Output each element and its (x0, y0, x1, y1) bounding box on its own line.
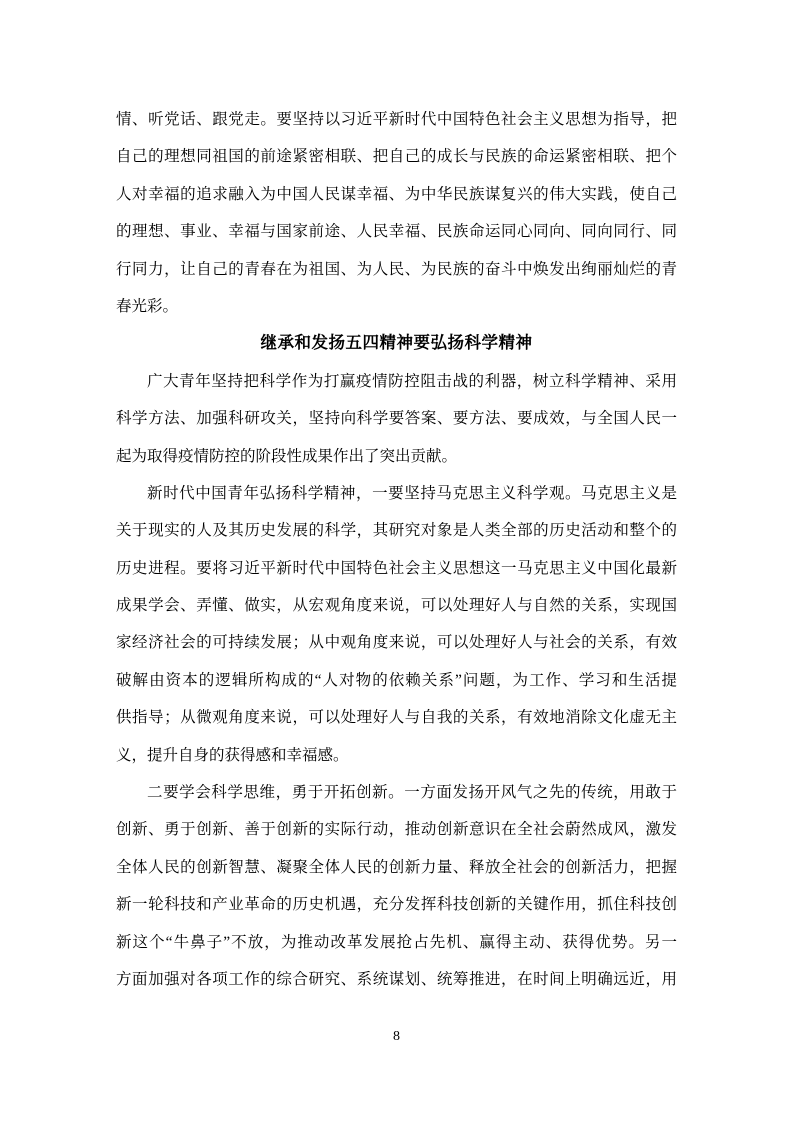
text-line: 自己的理想同祖国的前途紧密相联、把自己的成长与民族的命运紧密相联、把个 (116, 148, 677, 166)
text-line: 方面加强对各项工作的综合研究、系统谋划、统筹推进，在时间上明确远近，用 (116, 970, 677, 988)
text-line: 情、听党话、跟党走。要坚持以习近平新时代中国特色社会主义思想为指导，把 (116, 111, 677, 128)
paragraph (116, 774, 677, 998)
text-line: 广大青年坚持把科学作为打赢疫情防控阻击战的利器，树立科学精神、采用 (147, 372, 677, 390)
paragraph (116, 101, 677, 325)
text-line: 起为取得疫情防控的阶段性成果作出了突出贡献。 (116, 447, 458, 465)
text-line: 新一轮科技和产业革命的历史机遇，充分发挥科技创新的关键作用，抓住科技创 (116, 896, 677, 914)
text-line: 的理想、事业、幸福与国家前途、人民幸福、民族命运同心同向、同向同行、同 (116, 223, 677, 241)
text-line: 创新、勇于创新、善于创新的实际行动，推动创新意识在全社会蔚然成风，激发 (116, 821, 677, 839)
text-line: 春光彩。 (116, 297, 179, 315)
text-line: 二要学会科学思维，勇于开拓创新。一方面发扬开风气之先的传统，用敢于 (147, 784, 677, 802)
page-number: 8 (393, 1029, 400, 1044)
text-line: 历史进程。要将习近平新时代中国特色社会主义思想这一马克思主义中国化最新 (116, 559, 677, 577)
text-line: 新时代中国青年弘扬科学精神，一要坚持马克思主义科学观。马克思主义是 (147, 484, 677, 502)
text-line: 家经济社会的可持续发展；从中观角度来说，可以处理好人与社会的关系，有效 (116, 634, 677, 652)
text-line: 科学方法、加强科研攻关，坚持向科学要答案、要方法、要成效，与全国人民一 (116, 410, 677, 428)
text-line: 全体人民的创新智慧、凝聚全体人民的创新力量、释放全社会的创新活力，把握 (116, 858, 677, 876)
text-line: 关于现实的人及其历史发展的科学，其研究对象是人类全部的历史活动和整个的 (116, 522, 677, 540)
text-line: 供指导；从微观角度来说，可以处理好人与自我的关系，有效地消除文化虚无主 (116, 709, 677, 727)
text-line: 成果学会、弄懂、做实，从宏观角度来说，可以处理好人与自然的关系，实现国 (116, 597, 677, 615)
text-line: 破解由资本的逻辑所构成的“人对物的依赖关系”问题，为工作、学习和生活提 (116, 671, 677, 689)
document-body (116, 101, 677, 998)
section-heading: 继承和发扬五四精神要弘扬科学精神 (260, 334, 533, 353)
text-line: 行同力，让自己的青春在为祖国、为人民、为民族的奋斗中焕发出绚丽灿烂的青 (116, 260, 677, 278)
paragraph (116, 363, 677, 475)
text-line: 义，提升自身的获得感和幸福感。 (116, 746, 349, 764)
text-line: 新这个“牛鼻子”不放，为推动改革发展抢占先机、赢得主动、获得优势。另一 (116, 933, 677, 951)
paragraph (116, 475, 677, 774)
text-line: 人对幸福的追求融入为中国人民谋幸福、为中华民族谋复兴的伟大实践，使自己 (116, 185, 677, 203)
